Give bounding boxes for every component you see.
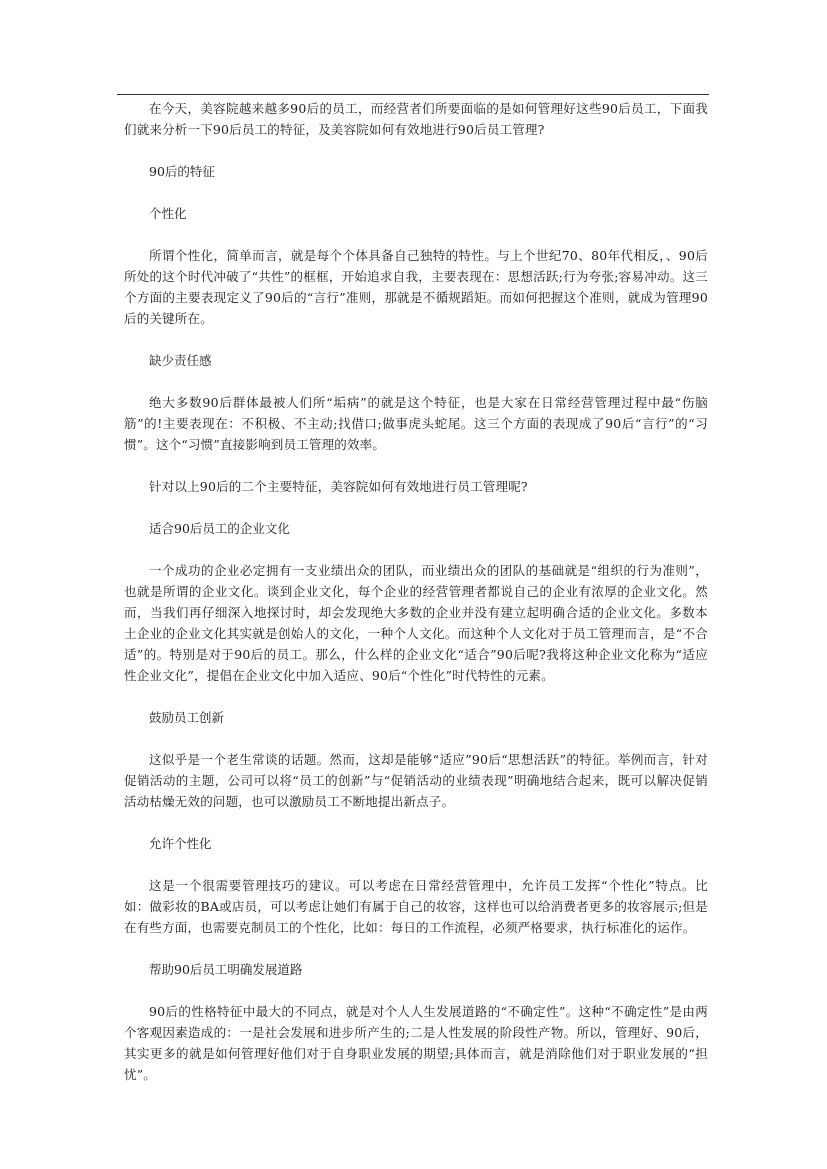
header-rule — [117, 94, 709, 95]
document-body — [124, 98, 708, 1085]
section-heading-traits: 90后的特征 — [149, 164, 215, 179]
subheading-culture: 适合90后员工的企业文化 — [149, 521, 290, 536]
career-path-paragraph: 90后的性格特征中最大的不同点，就是对个人人生发展道路的“不确定性”。这种“不确定性”是由两个客观因素造成的：一是社会发展和进步所产生的;二是人性发展的阶段性产物。所以，管理好、90后，其实更多的就是如何管理好他们对于自身职业发展的期望;具体而言，就是消除他们对于职业发展的“担忧”。 — [124, 1004, 708, 1082]
innovation-paragraph: 这似乎是一个老生常谈的话题。然而，这却是能够“适应”90后“思想活跃”的特征。举例而言，针对促销活动的主题，公司可以将“员工的创新”与“促销活动的业绩表现”明确地结合起来，既可以解决促销活动枯燥无效的问题，也可以激励员工不断地提出新点子。 — [124, 752, 708, 809]
individuality-paragraph: 所谓个性化，简单而言，就是每个个体具备自己独特的特性。与上个世纪70、80年代相反，、90后所处的这个时代冲破了“共性”的框框，开始追求自我，主要表现在：思想活跃;行为夸张;容易冲动。这三个方面的主要表现定义了90后的“言行”准则，那就是不循规蹈矩。而如何把握这个准则，就成为管理90后的关键所在。 — [124, 248, 708, 326]
transition-paragraph: 针对以上90后的二个主要特征，美容院如何有效地进行员工管理呢? — [149, 479, 528, 494]
subheading-allow-individuality: 允许个性化 — [149, 836, 212, 851]
subheading-innovation: 鼓励员工创新 — [149, 710, 225, 725]
allow-individuality-paragraph: 这是一个很需要管理技巧的建议。可以考虑在日常经营管理中，允许员工发挥“个性化”特点。比如：做彩妆的BA或店员，可以考虑让她们有属于自己的妆容，这样也可以给消费者更多的妆容展示;但是在有些方面，也需要克制员工的个性化，比如：每日的工作流程，必须严格要求，执行标准化的运作。 — [124, 878, 708, 935]
subheading-responsibility: 缺少责任感 — [149, 353, 212, 368]
responsibility-paragraph: 绝大多数90后群体最被人们所“垢病”的就是这个特征，也是大家在日常经营管理过程中最“伤脑筋”的!主要表现在：不积极、不主动;找借口;做事虎头蛇尾。这三个方面的表现成了90后“言行”的“习惯”。这个“习惯”直接影响到员工管理的效率。 — [124, 395, 708, 452]
intro-paragraph: 在今天，美容院越来越多90后的员工，而经营者们所要面临的是如何管理好这些90后员工，下面我们就来分析一下90后员工的特征，及美容院如何有效地进行90后员工管理? — [124, 101, 708, 137]
culture-paragraph: 一个成功的企业必定拥有一支业绩出众的团队，而业绩出众的团队的基础就是“组织的行为准则”，也就是所谓的企业文化。谈到企业文化，每个企业的经营管理者都说自己的企业有浓厚的企业文化。然而，当我们再仔细深入地探讨时，却会发现绝大多数的企业并没有建立起明确合适的企业文化。多数本土企业的企业文化其实就是创始人的文化，一种个人文化。而这种个人文化对于员工管理而言，是“不合适”的。特别是对于90后的员工。那么，什么样的企业文化“适合”90后呢?我将这种企业文化称为“适应性企业文化”，提倡在企业文化中加入适应、90后“个性化”时代特性的元素。 — [124, 563, 708, 683]
subheading-career-path: 帮助90后员工明确发展道路 — [149, 962, 303, 977]
subheading-individuality: 个性化 — [149, 206, 187, 221]
